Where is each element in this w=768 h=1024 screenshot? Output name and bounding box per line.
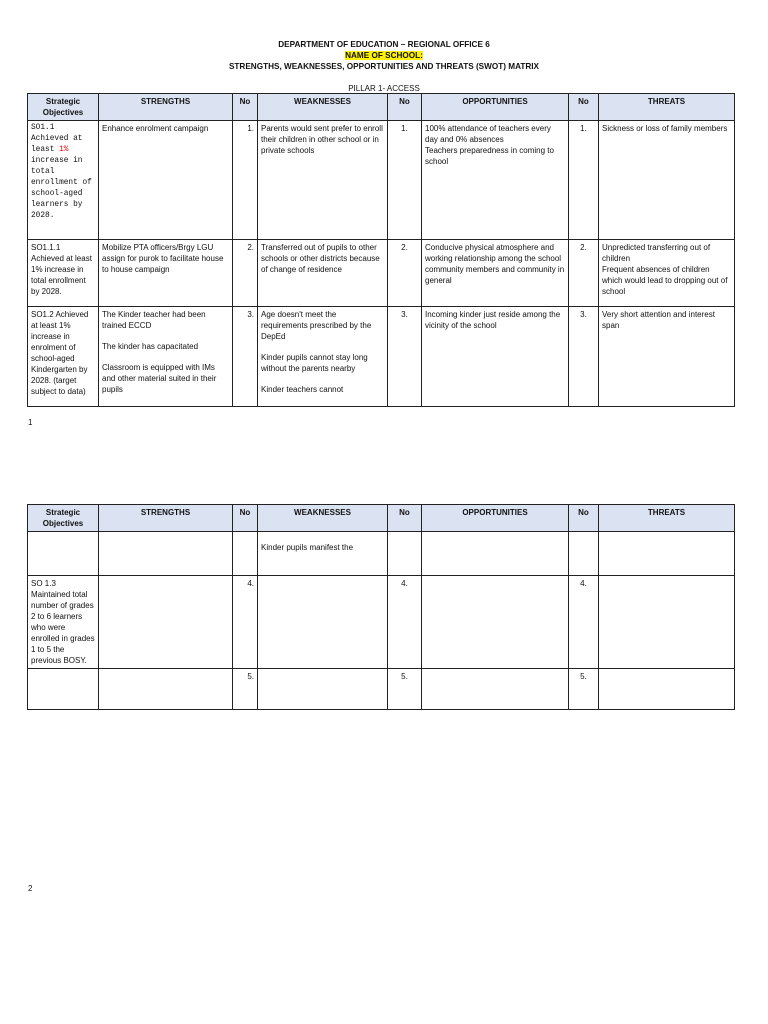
col-header-opportunities: OPPORTUNITIES	[422, 505, 569, 532]
opportunity-cell	[422, 669, 569, 710]
opportunity-cell: Incoming kinder just reside among the vicinity of the school	[422, 307, 569, 407]
col-header-objectives: Strategic Objectives	[28, 94, 99, 121]
col-header-no: No	[388, 94, 422, 121]
number-cell: 1.	[569, 121, 599, 240]
col-header-weaknesses: WEAKNESSES	[258, 505, 388, 532]
school-name-label	[0, 51, 768, 60]
col-header-no: No	[569, 94, 599, 121]
number-cell: 1.	[233, 121, 258, 240]
objective-cell: SO 1.3 Maintained total number of grades 2 to 6 learners who were enrolled in grades 1 to 5 the previous BOSY.	[28, 576, 99, 669]
col-header-opportunities: OPPORTUNITIES	[422, 94, 569, 121]
opportunity-cell	[422, 532, 569, 576]
number-cell: 4.	[233, 576, 258, 669]
objective-cell: SO1.1 Achieved at least 1% increase in total enrollment of school-aged learners by 2028.	[28, 121, 99, 240]
number-cell: 2.	[233, 240, 258, 307]
objective-cell: SO1.2 Achieved at least 1% increase in enrolment of school-aged Kindergarten by 2028. (target subject to data)	[28, 307, 99, 407]
opportunity-cell: Conducive physical atmosphere and working relationship among the school community members and community in general	[422, 240, 569, 307]
number-cell: 5.	[569, 669, 599, 710]
red-percent: 1%	[59, 146, 69, 154]
objective-cell	[28, 532, 99, 576]
number-cell: 2.	[569, 240, 599, 307]
weakness-cell	[258, 576, 388, 669]
table-row	[28, 307, 735, 407]
weakness-cell: Age doesn't meet the requirements prescribed by the DepEd Kinder pupils cannot stay long without the parents nearby Kinder teachers cannot	[258, 307, 388, 407]
number-cell	[233, 532, 258, 576]
opportunity-cell	[422, 576, 569, 669]
weakness-cell	[258, 669, 388, 710]
threat-cell: Unpredicted transferring out of children Frequent absences of children which would lead to dropping out of school	[599, 240, 735, 307]
number-cell	[388, 532, 422, 576]
strength-cell	[99, 576, 233, 669]
pillar-label: PILLAR 1- ACCESS	[348, 84, 420, 93]
table-header-row	[28, 505, 735, 532]
strength-cell: Enhance enrolment campaign	[99, 121, 233, 240]
swot-table-page1	[27, 93, 735, 407]
number-cell: 4.	[388, 576, 422, 669]
strength-cell	[99, 532, 233, 576]
number-cell: 2.	[388, 240, 422, 307]
table-row	[28, 121, 735, 240]
swot-table-page2	[27, 504, 735, 710]
col-header-no: No	[233, 94, 258, 121]
threat-cell: Very short attention and interest span	[599, 307, 735, 407]
table-row	[28, 240, 735, 307]
table-row	[28, 669, 735, 710]
col-header-threats: THREATS	[599, 94, 735, 121]
number-cell: 3.	[569, 307, 599, 407]
col-header-objectives: Strategic Objectives	[28, 505, 99, 532]
weakness-cell: Transferred out of pupils to other schools or other districts because of change of residence	[258, 240, 388, 307]
col-header-threats: THREATS	[599, 505, 735, 532]
weakness-cell: Kinder pupils manifest the	[258, 532, 388, 576]
col-header-strengths: STRENGTHS	[99, 505, 233, 532]
table-header-row	[28, 94, 735, 121]
col-header-strengths: STRENGTHS	[99, 94, 233, 121]
matrix-title: STRENGTHS, WEAKNESSES, OPPORTUNITIES AND THREATS (SWOT) MATRIX	[228, 62, 540, 71]
col-header-weaknesses: WEAKNESSES	[258, 94, 388, 121]
col-header-no: No	[388, 505, 422, 532]
school-name-highlight: NAME OF SCHOOL:	[345, 51, 423, 60]
col-header-no: No	[233, 505, 258, 532]
weakness-cell: Parents would sent prefer to enroll their children in other school or in private schools	[258, 121, 388, 240]
strength-cell: Mobilize PTA officers/Brgy LGU assign for purok to facilitate house to house campaign	[99, 240, 233, 307]
number-cell: 3.	[388, 307, 422, 407]
number-cell: 5.	[388, 669, 422, 710]
threat-cell	[599, 532, 735, 576]
strength-cell	[99, 669, 233, 710]
number-cell: 5.	[233, 669, 258, 710]
objective-cell: SO1.1.1 Achieved at least 1% increase in total enrollment by 2028.	[28, 240, 99, 307]
table-row	[28, 576, 735, 669]
page-number: 2	[28, 884, 33, 893]
number-cell	[569, 532, 599, 576]
page-number: 1	[28, 418, 33, 427]
threat-cell	[599, 669, 735, 710]
strength-cell: The Kinder teacher had been trained ECCD The kinder has capacitated Classroom is equipped with IMs and other material suited in their pupils	[99, 307, 233, 407]
number-cell: 4.	[569, 576, 599, 669]
threat-cell: Sickness or loss of family members	[599, 121, 735, 240]
department-heading: DEPARTMENT OF EDUCATION – REGIONAL OFFICE 6	[278, 40, 490, 49]
number-cell: 1.	[388, 121, 422, 240]
opportunity-cell: 100% attendance of teachers every day and 0% absences Teachers preparedness in coming to school	[422, 121, 569, 240]
table-row	[28, 532, 735, 576]
objective-cell	[28, 669, 99, 710]
col-header-no: No	[569, 505, 599, 532]
number-cell: 3.	[233, 307, 258, 407]
threat-cell	[599, 576, 735, 669]
